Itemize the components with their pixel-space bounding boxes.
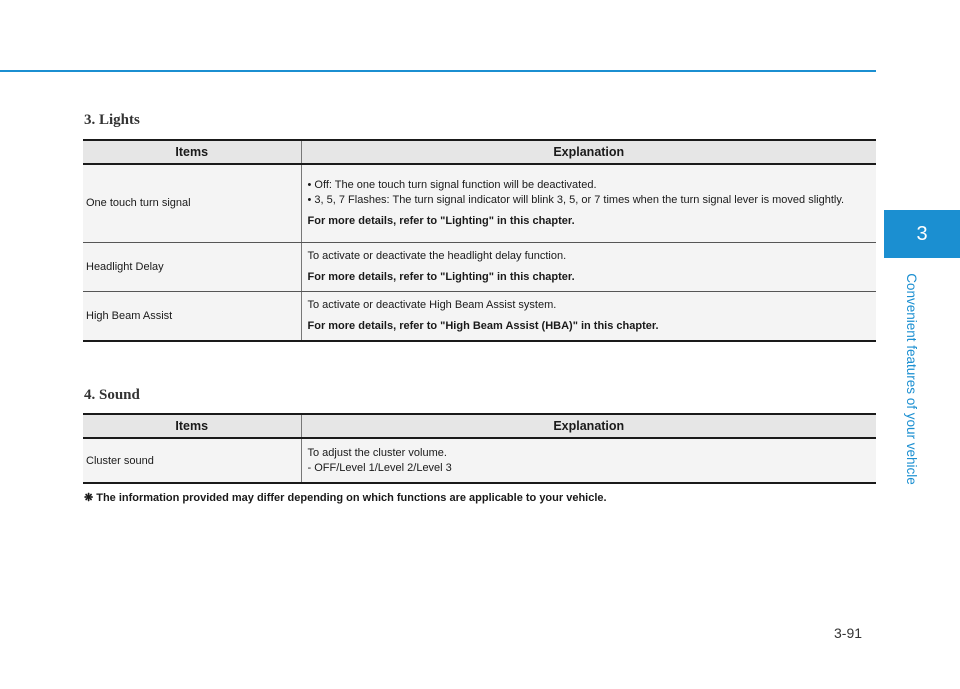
column-header-explanation: Explanation	[301, 140, 876, 164]
explanation-text: To activate or deactivate the headlight delay function.	[307, 249, 567, 262]
bullet-text: • 3, 5, 7 Flashes: The turn signal indicator will blink 3, 5, or 7 times when the turn signal lever is moved slightly.	[307, 193, 845, 206]
item-cell: Headlight Delay	[83, 242, 301, 291]
column-header-items: Items	[83, 140, 301, 164]
chapter-caption	[901, 265, 921, 493]
asterisk-icon: ❋	[84, 492, 94, 504]
page-number: 3-91	[834, 625, 863, 641]
sound-table	[83, 413, 876, 484]
chapter-tab: 3	[884, 210, 960, 258]
chapter-caption-text: Convenient features of your vehicle	[904, 273, 919, 485]
explanation-cell	[301, 242, 876, 291]
top-rule	[0, 70, 876, 72]
table-header-row	[83, 140, 876, 164]
column-header-explanation: Explanation	[301, 414, 876, 438]
section-title-sound: 4. Sound	[84, 387, 140, 403]
explanation-cell	[301, 291, 876, 341]
table-row	[83, 164, 876, 242]
column-header-items: Items	[83, 414, 301, 438]
reference-note: For more details, refer to "Lighting" in this chapter.	[307, 214, 575, 227]
explanation-text: To adjust the cluster volume.	[307, 446, 447, 459]
table-row	[83, 438, 876, 483]
section-title-lights: 3. Lights	[84, 112, 140, 128]
table-header-row	[83, 414, 876, 438]
table-row	[83, 291, 876, 341]
table-row	[83, 242, 876, 291]
item-cell: Cluster sound	[83, 438, 301, 483]
item-cell: High Beam Assist	[83, 291, 301, 341]
reference-note: For more details, refer to "High Beam Assist (HBA)" in this chapter.	[307, 319, 659, 332]
footnote	[84, 491, 607, 504]
reference-note: For more details, refer to "Lighting" in this chapter.	[307, 270, 575, 283]
explanation-text: - OFF/Level 1/Level 2/Level 3	[307, 461, 452, 474]
lights-table	[83, 139, 876, 342]
bullet-text: • Off: The one touch turn signal function will be deactivated.	[307, 178, 597, 191]
explanation-cell	[301, 164, 876, 242]
footnote-text: The information provided may differ depending on which functions are applicable to your vehicle.	[96, 492, 607, 504]
item-cell: One touch turn signal	[83, 164, 301, 242]
explanation-text: To activate or deactivate High Beam Assist system.	[307, 298, 557, 311]
explanation-cell	[301, 438, 876, 483]
